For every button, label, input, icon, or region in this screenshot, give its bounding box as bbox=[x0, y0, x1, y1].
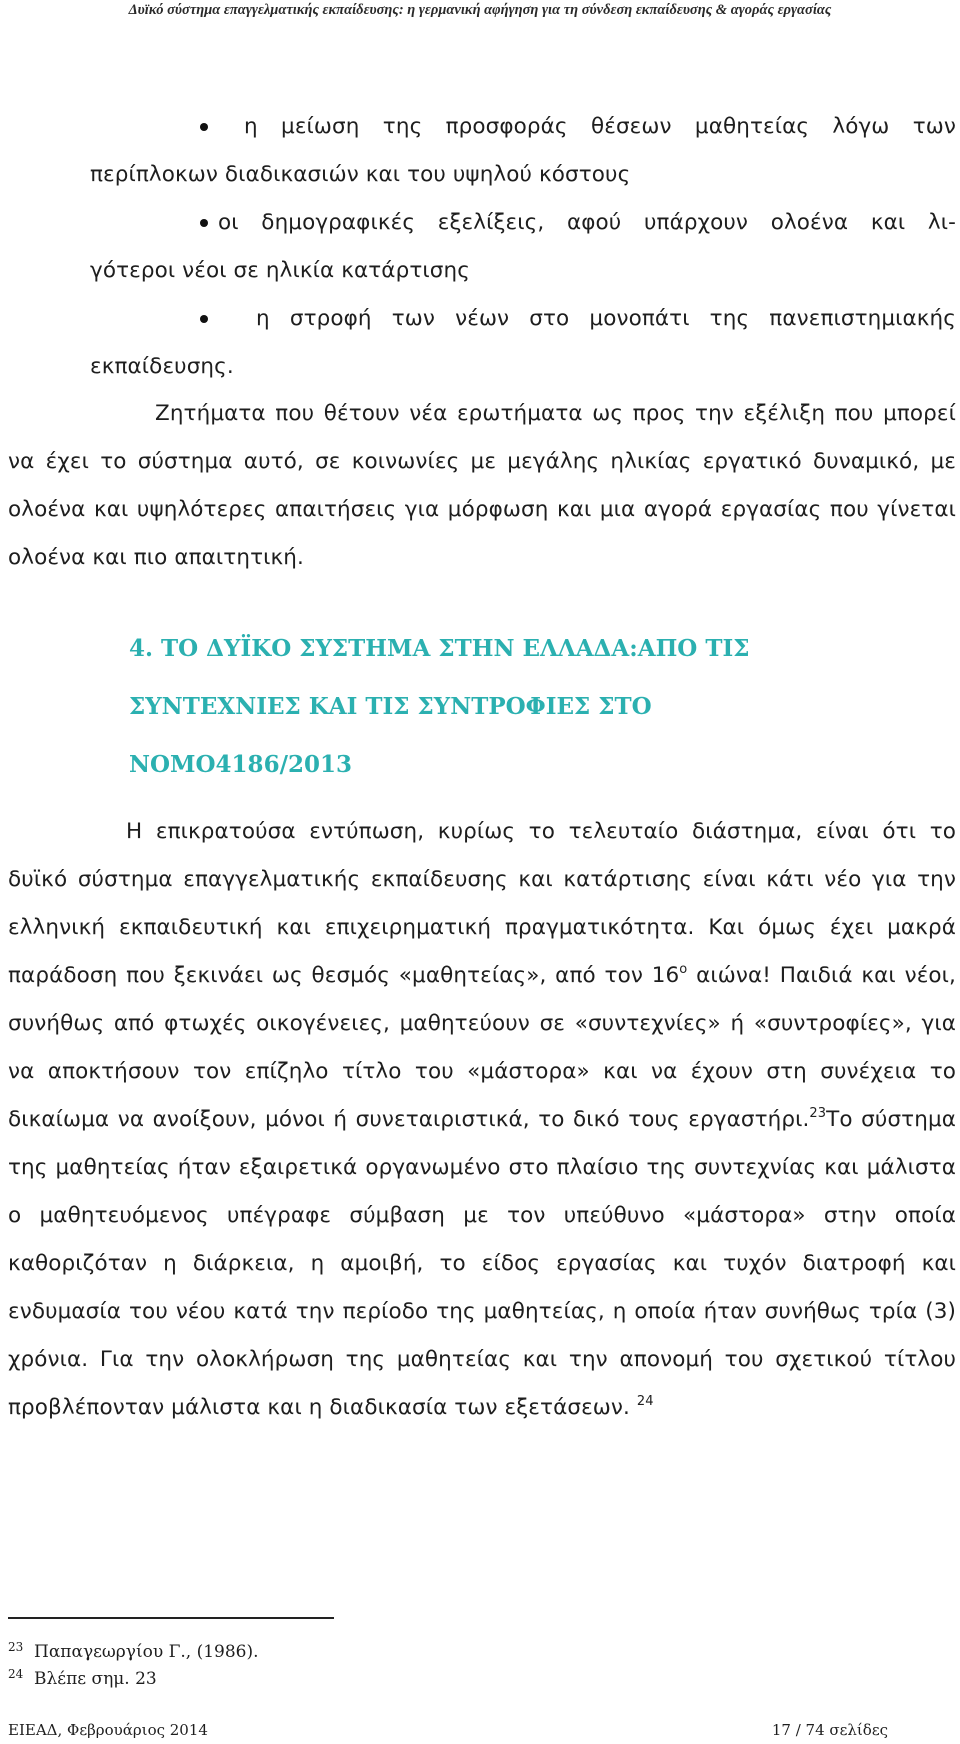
paragraph bbox=[8, 808, 956, 1432]
bullet-text-continued: γότεροι νέοι σε ηλικία κατάρτισης bbox=[90, 258, 470, 283]
bullet-text: η μείωση της προσφοράς θέσεων μαθητείας λόγω των bbox=[244, 114, 956, 139]
footnote-separator bbox=[8, 1617, 334, 1619]
footnote bbox=[8, 1661, 157, 1692]
paragraph-text: Ζητήματα που θέτουν νέα ερωτήματα ως προς την εξέλιξη που μπορεί να έχει το σύστημα αυτό, σε κοινωνίες με μεγάλης ηλικίας εργατικό δυναμικό, με ολοένα και υψηλότερες απαιτήσεις για μόρφωση και μια αγορά εργασίας που γίνεται ολοένα και πιο απαιτητική. bbox=[8, 401, 956, 570]
footer-publisher-date: ΕΙΕΑΔ, Φεβρουάριος 2014 bbox=[8, 1721, 208, 1739]
running-header: Δυϊκό σύστημα επαγγελματικής εκπαίδευσης: η γερμανική αφήγηση για τη σύνδεση εκπαίδευσης & αγοράς εργασίας bbox=[128, 2, 832, 18]
bullet-item bbox=[8, 199, 956, 295]
bullet-text-continued: εκπαίδευσης. bbox=[90, 354, 234, 379]
paragraph-segment: Το σύστημα της μαθητείας ήταν εξαιρετικά οργανωμένο στο πλαίσιο της συντεχνίας και μάλιστα ο μαθητευόμενος υπέγραφε σύμβαση με τον υπεύθυνο «μάστορα» στην οποία καθοριζόταν η διάρκεια, η αμοιβή, το είδος εργασίας και τυχόν διατροφή και ενδυμασία του νέου κατά την περίοδο της μαθητείας, η οποία ήταν συνήθως τρία (3) χρόνια. Για την ολοκλήρωση της μαθητείας και την απονομή του σχετικού τίτλου προβλέπονταν μάλιστα και η διαδικασία των εξετάσεων. bbox=[8, 1107, 956, 1420]
footnote-ref[interactable]: 24 bbox=[636, 1394, 654, 1409]
bullet-text-continued: περίπλοκων διαδικασιών και του υψηλού κόστους bbox=[90, 162, 631, 187]
bullet-dot-icon bbox=[200, 315, 208, 323]
paragraph-segment: αιώνα! Παιδιά και νέοι, συνήθως από φτωχές οικογένειες, μαθητεύουν σε «συντεχνίες» ή «συντροφίες», για να αποκτήσουν τον επίζηλο τίτλο του «μάστορα» και να έχουν στη συνέχεια το δικαίωμα να ανοίξουν, μόνοι ή συνεταιριστικά, το δικό τους εργαστήρι. bbox=[8, 963, 956, 1132]
section-heading-line: ΣΥΝΤΕΧΝΙΕΣ ΚΑΙ ΤΙΣ ΣΥΝΤΡΟΦΙΕΣ ΣΤΟ bbox=[129, 693, 652, 720]
bullet-dot-icon bbox=[200, 123, 208, 131]
section-heading bbox=[129, 620, 889, 794]
footnote-ref[interactable]: 23 bbox=[809, 1106, 827, 1121]
footnote-text: Παπαγεωργίου Γ., (1986). bbox=[34, 1642, 259, 1662]
bullet-dot-icon bbox=[200, 219, 208, 227]
bullet-list bbox=[8, 103, 956, 391]
section-heading-line: 4. ΤΟ ΔΥΪΚΟ ΣΥΣΤΗΜΑ ΣΤΗΝ ΕΛΛΑΔΑ:ΑΠΟ ΤΙΣ bbox=[129, 635, 750, 662]
footnote-text: Βλέπε σημ. 23 bbox=[34, 1669, 157, 1689]
paragraph-segment: Η επικρατούσα εντύπωση, κυρίως το τελευταίο διάστημα, είναι ότι το δυϊκό σύστημα επαγγελματικής εκπαίδευσης και κατάρτισης είναι κάτι νέο για την ελληνική εκπαιδευτική και επιχειρηματική πραγματικότητα. Και όμως έχει μακρά παράδοση που ξεκινάει ως θεσμός «μαθητείας», από τον 16 bbox=[8, 819, 956, 988]
paragraph-text bbox=[8, 808, 956, 1432]
bullet-item bbox=[8, 295, 956, 391]
ordinal-superscript: ο bbox=[679, 962, 688, 977]
page-footer bbox=[8, 1718, 888, 1742]
bullet-item bbox=[8, 103, 956, 199]
bullet-text: η στροφή των νέων στο μονοπάτι της πανεπιστημιακής bbox=[256, 306, 956, 331]
paragraph bbox=[8, 390, 956, 582]
bullet-text: οι δημογραφικές εξελίξεις, αφού υπάρχουν ολοένα και λι- bbox=[218, 210, 956, 235]
footnote-number: 23 bbox=[8, 1640, 24, 1654]
footer-page-number: 17 / 74 σελίδες bbox=[771, 1721, 888, 1739]
section-heading-line: ΝΟΜΟ4186/2013 bbox=[129, 751, 352, 778]
footnote-number: 24 bbox=[8, 1667, 24, 1681]
